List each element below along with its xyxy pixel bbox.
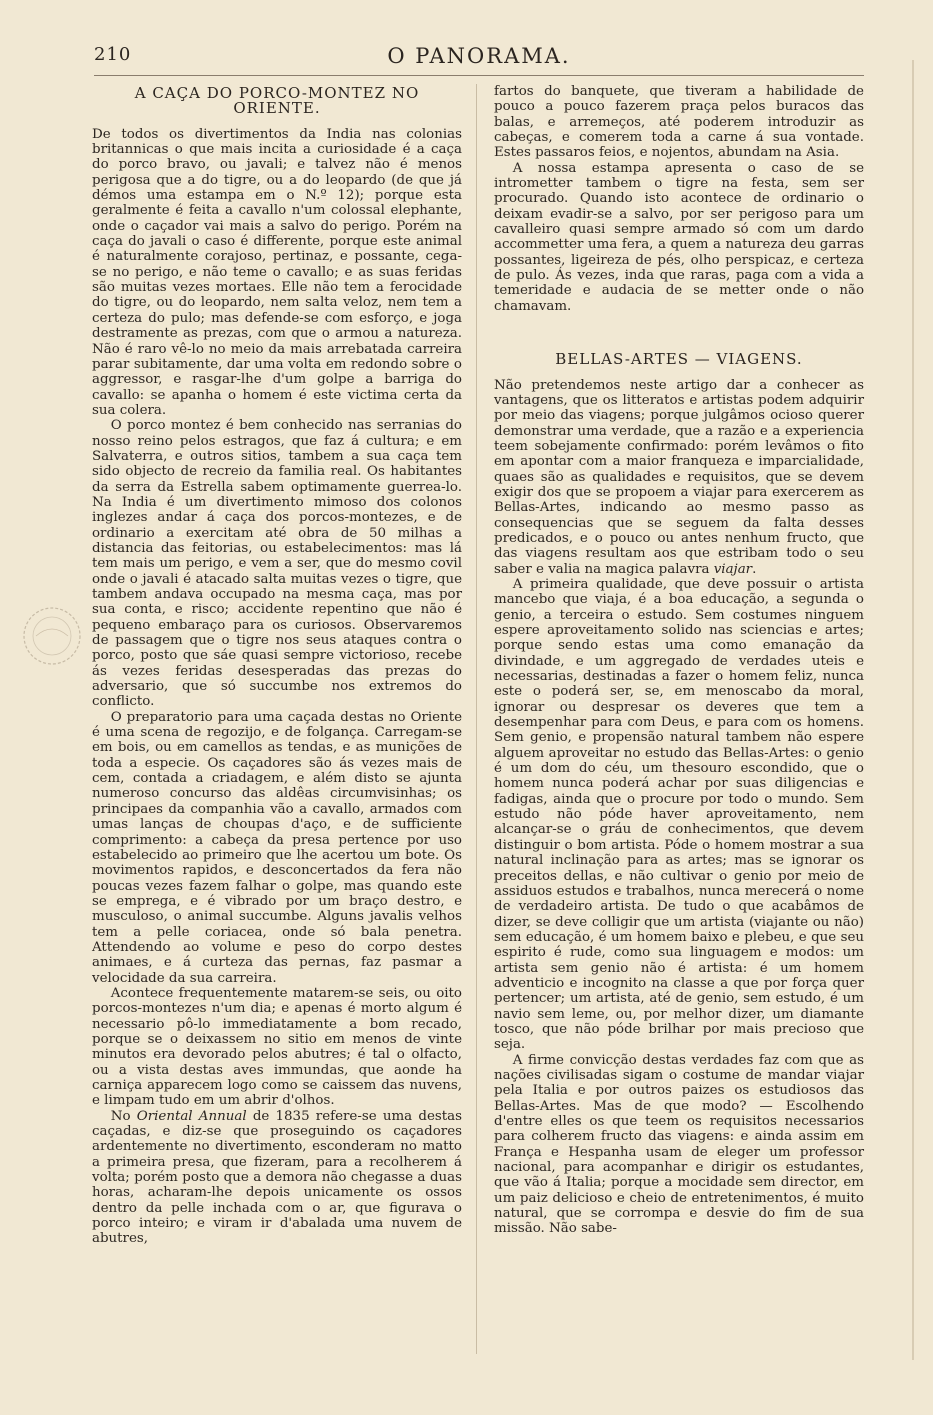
paragraph-5-start: No bbox=[110, 1108, 137, 1124]
boar-hunt-paragraph-2: O porco montez é bem conhecido nas serranias do nosso reino pelos estragos, que faz á cultura; e em Salvaterra, e outros sitios, tambem a sua caça tem sido objecto de recreio da familia real. Os habitantes da serra da Estrella sabem optimamente guerrea-lo. Na India é um divertimento mimoso dos colonos inglezes andar á caça dos porcos-montezes, e de ordinario a exercitam até obra de 50 milhas a distancia das feitorias, ou estabelecimentos: mas lá tem mais um perigo, e vem a ser, que do mesmo covil onde o javali é atacado salta muitas vezes o tigre, que tambem andava occupado na mesma caça, mas por sua conta, e risco; accidente repentino que não é pequeno embaraço para os curiosos. Observaremos de passagem que o tigre nos seus ataques contra o porco, posto que sáe quasi sempre victorioso, recebe ás vezes feridas desesperadas das prezas do adversario, que só succumbe nos extremos do conflicto. bbox=[92, 418, 462, 710]
column-divider bbox=[476, 84, 477, 1354]
boar-hunt-paragraph-3: O preparatorio para uma caçada destas no Oriente é uma scena de regozijo, e de folgança. Carregam-se em bois, ou em camellos as tendas, e as munições de toda a especie. Os caçadores são ás vezes mais de cem, contada a criadagem, e além disto se ajunta numeroso concurso das aldêas circumvisinhas; os principaes da companhia vão a cavallo, armados com umas lanças de choupas d'aço, e de sufficiente comprimento: a cabeça da presa pertence por uso estabelecido ao primeiro que lhe acertou um bote. Os movimentos rapidos, e desconcertados da fera não poucas vezes fazem falhar o golpe, mas quando este se emprega, e é vibrado por um braço destro, e musculoso, o animal succumbe. Alguns javalis velhos tem a pelle coriacea, onde só bala penetra. Attendendo ao volume e peso do corpo destes animaes, e á curteza das pernas, faz pasmar a velocidade da sua carreira. bbox=[92, 709, 462, 986]
article-title-fine-arts: BELLAS-ARTES — VIAGENS. bbox=[555, 350, 803, 369]
boar-hunt-paragraph-5 bbox=[92, 1109, 462, 1247]
boar-hunt-paragraph-4: Acontece frequentemente matarem-se seis, ou oito porcos-montezes n'um dia; e apenas é morto algum é necessario pô-lo immediatamente a bom recado, porque se o deixassem no sitio em menos de vinte minutos era devorado pelos abutres; é tal o olfacto, ou a vista destas aves immundas, que aonde ha carniça apparecem logo como se caissem das nuvens, e limpam tudo em um abrir d'olhos. bbox=[92, 985, 462, 1109]
page-header bbox=[94, 44, 864, 74]
right-column bbox=[494, 84, 864, 1237]
viajar-word: viajar bbox=[713, 561, 753, 577]
library-stamp-mark bbox=[16, 600, 88, 672]
left-column bbox=[92, 84, 462, 1247]
running-title: O PANORAMA. bbox=[387, 44, 571, 68]
page-number: 210 bbox=[94, 44, 132, 65]
boar-hunt-paragraph-1: De todos os divertimentos da India nas colonias britannicas o que mais incita a curiosidade é a caça do porco bravo, ou javali; e talvez não é menos perigosa que a do tigre, ou a do leopardo (de que já démos uma estampa em o N.º 12); porque esta geralmente é feita a cavallo n'um colossal elephante, onde o caçador vai mais a salvo do perigo. Porém na caça do javali o caso é differente, porque este animal é naturalmente corajoso, pertinaz, e possante, cega-se no perigo, e não teme o cavallo; e as suas feridas são muitas vezes mortaes. Elle não tem a ferocidade do tigre, ou do leopardo, nem salta veloz, nem tem a certeza do pulo; mas defende-se com esforço, e joga destramente as prezas, com que o armou a natureza. Não é raro vê-lo no meio da mais arrebatada carreira parar subitamente, dar uma volta em redondo sobre o aggressor, e rasgar-lhe d'um golpe a barriga do cavallo: se apanha o homem é este victima certa da sua colera. bbox=[92, 126, 462, 418]
fine-arts-paragraph-3: A firme convicção destas verdades faz com que as nações civilisadas sigam o costume de mandar viajar pela Italia e por outros paizes os estudiosos das Bellas-Artes. Mas de que modo? — Escolhendo d'entre elles os que teem os requisitos necessarios para colherem fructo das viagens: e ainda assim em França e Hespanha usam de eleger um professor nacional, para acompanhar e dirigir os estudantes, que vão á Italia; porque a mocidade sem director, em um paiz delicioso e cheio de entretenimentos, é muito natural, que se corrompa e desvie do fim de sua missão. Não sabe- bbox=[494, 1052, 864, 1237]
header-rule bbox=[94, 75, 864, 76]
fine-arts-p1-end: . bbox=[752, 561, 757, 577]
fine-arts-p1-start: Não pretendemos neste artigo dar a conhecer as vantagens, que os litteratos e artistas podem adquirir por meio das viagens; porque julgâmos ocioso querer demonstrar uma verdade, que a razão e a experiencia teem sobejamente confirmado: porém levâmos o fito em apontar com a maior franqueza e imparcialidade, quaes são as qualidades e requisitos, que se devem exigir dos que se propoem a viajar para exercerem as Bellas-Artes, indicando ao mesmo passo as consequencias que se seguem da falta desses predicados, e o pouco ou antes nenhum fructo, que das viagens resultam aos que estribam todo o seu saber e valia na magica palavra bbox=[494, 377, 864, 577]
fine-arts-paragraph-2: A primeira qualidade, que deve possuir o artista mancebo que viaja, é a boa educação, a segunda o genio, a terceira o estudo. Sem costumes ninguem espere aproveitamento solido nas sciencias e artes; porque sendo estas uma como emanação da divindade, e um aggregado de verdades uteis e necessarias, destinadas a fazer o homem feliz, nunca este o poderá ser, se, em menoscabo da moral, ignorar ou despresar os deveres que tem a desempenhar para com Deus, e para com os homens. Sem genio, e propensão natural tambem não espere alguem aproveitar no estudo das Bellas-Artes: o genio é um dom do céu, um thesouro escondido, que o homem nunca poderá achar por suas diligencias e fadigas, ainda que o procure por todo o mundo. Sem estudo não póde haver aproveitamento, nem alcançar-se o gráu de conhecimentos, que devem distinguir o bom artista. Póde o homem mostrar a sua natural inclinação para as artes; mas se ignorar os preceitos dellas, e não cultivar o genio por meio de assiduos estudos e trabalhos, nunca merecerá o nome de verdadeiro artista. De tudo o que acabâmos de dizer, se deve colligir que um artista (viajante ou não) sem educação, é um homem baixo e plebeu, e que seu espirito é rude, como sua linguagem e modos: um artista sem genio não é artista: é um homem adventicio e incognito na classe a que por força quer pertencer; um artista, até de genio, sem estudo, é um navio sem leme, ou, por melhor dizer, um diamante tosco, que não póde brilhar por mais precioso que seja. bbox=[494, 576, 864, 1053]
article-title-boar-hunt: A CAÇA DO PORCO-MONTEZ NO ORIENTE. bbox=[134, 84, 420, 118]
paragraph-5-rest: de 1835 refere-se uma destas caçadas, e diz-se que proseguindo os caçadores ardentemente no divertimento, esconderam no matto a primeira presa, que fizeram, para a recolherem á volta; porém posto que a demora não chegasse a duas horas, acharam-lhe depois unicamente os ossos dentro da pelle inchada com o ar, que figurava o porco inteiro; e viram ir d'abalada uma nuvem de abutres, bbox=[92, 1108, 462, 1247]
fine-arts-paragraph-1 bbox=[494, 378, 864, 577]
page-edge-shadow bbox=[912, 60, 914, 1360]
boar-hunt-paragraph-6: fartos do banquete, que tiveram a habilidade de pouco a pouco fazerem praça pelos buracos das balas, e arremeços, até poderem introduzir as cabeças, e comerem toda a carne á sua vontade. Estes passaros feios, e nojentos, abundam na Asia. bbox=[494, 84, 864, 161]
boar-hunt-paragraph-7: A nossa estampa apresenta o caso de se intrometter tambem o tigre na festa, sem ser procurado. Quando isto acontece de ordinario o deixam evadir-se a salvo, por ser perigoso para um cavalleiro quasi sempre armado só com um dardo accommetter uma fera, a quem a natureza deu garras possantes, ligeireza de pés, olho perspicaz, e certeza de pulo. Ás vezes, inda que raras, paga com a vida a temeridade e audacia de se metter onde o não chamavam. bbox=[494, 160, 864, 314]
oriental-annual-citation: Oriental Annual bbox=[136, 1108, 247, 1124]
